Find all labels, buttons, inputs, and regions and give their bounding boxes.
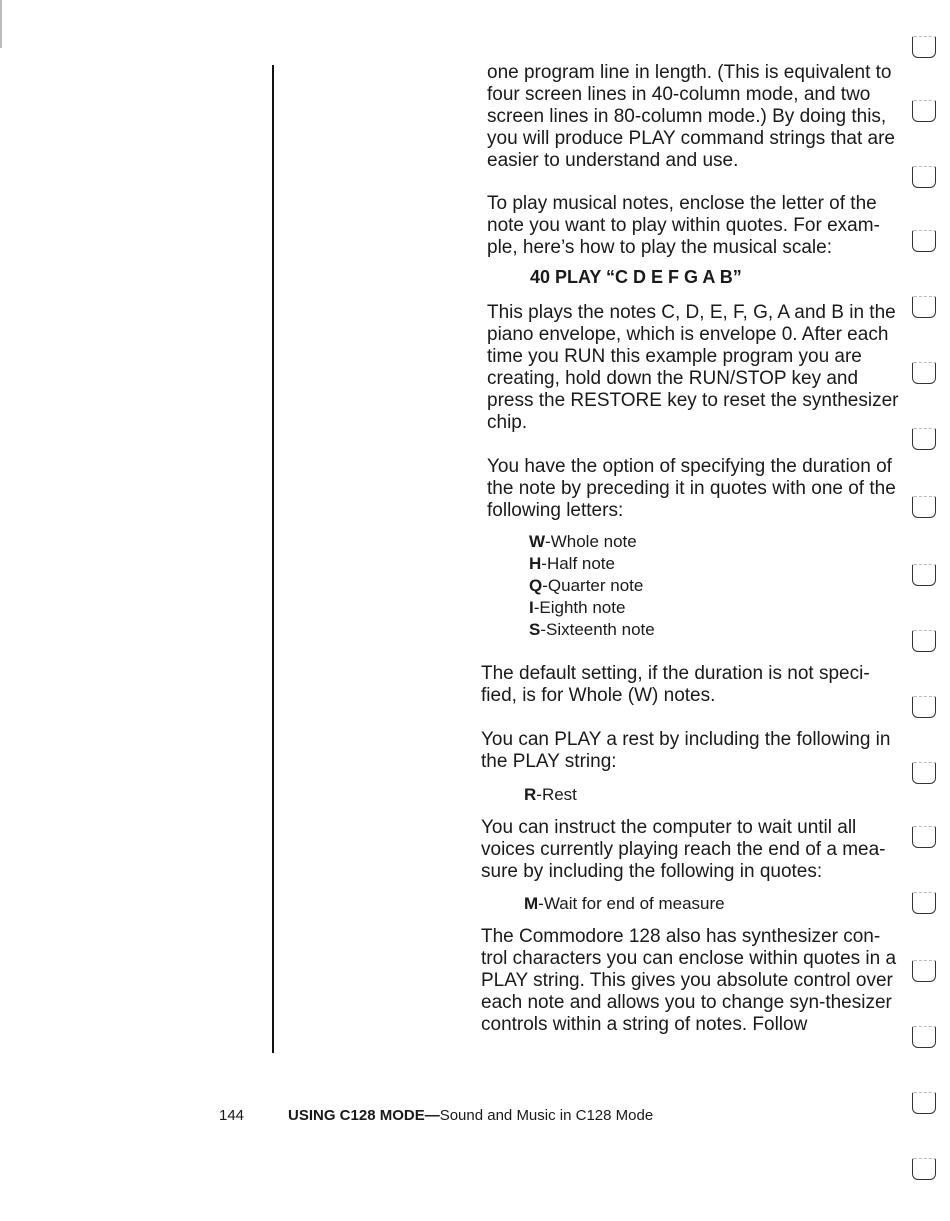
binding-hole — [912, 166, 936, 188]
list-item — [529, 597, 655, 619]
duration-letter: W — [529, 532, 546, 551]
running-footer — [288, 1107, 653, 1124]
duration-text: -Sixteenth note — [540, 620, 655, 639]
page-number: 144 — [219, 1107, 245, 1124]
paragraph-text: You can PLAY a rest by including the following in the PLAY string: — [481, 729, 891, 772]
measure-item — [524, 894, 725, 914]
binding-hole — [912, 892, 936, 914]
paragraph-7 — [481, 817, 901, 883]
duration-letter: H — [529, 554, 542, 573]
list-item — [529, 553, 655, 575]
code-example: 40 PLAY “C D E F G A B” — [530, 267, 742, 287]
paragraph-text: You have the option of specifying the duration of the note by preceding it in quotes with one of the following letters: — [487, 456, 896, 521]
rest-letter: R — [524, 785, 537, 804]
duration-letter: Q — [529, 576, 543, 595]
binding-hole — [912, 826, 936, 848]
paragraph-3 — [487, 302, 907, 434]
paragraph-text: To play musical notes, enclose the letter of the note you want to play within quotes. For exam-ple, here’s how to play the musical scale: — [487, 193, 880, 258]
binding-hole — [912, 230, 936, 252]
footer-section-bold: USING C128 MODE— — [288, 1107, 440, 1124]
list-item — [529, 575, 655, 597]
paragraph-6 — [481, 729, 901, 773]
rest-item — [524, 785, 577, 805]
paragraph-8 — [481, 926, 901, 1036]
footer-section-text: Sound and Music in C128 Mode — [439, 1107, 654, 1124]
binding-hole — [912, 1158, 936, 1180]
paragraph-2 — [487, 193, 907, 259]
binding-hole — [912, 960, 936, 982]
paragraph-text: The default setting, if the duration is not speci-fied, is for Whole (W) notes. — [481, 663, 870, 706]
binding-hole — [912, 762, 936, 784]
paragraph-4 — [487, 456, 907, 522]
binding-hole — [912, 630, 936, 652]
list-item — [529, 619, 655, 641]
paragraph-5 — [481, 663, 901, 707]
paragraph-text: You can instruct the computer to wait until all voices currently playing reach the end of a mea-sure by including the following in quotes: — [481, 817, 886, 882]
paragraph-1 — [487, 62, 907, 172]
duration-text: -Quarter note — [542, 576, 644, 595]
duration-text: -Whole note — [545, 532, 637, 551]
measure-text: -Wait for end of measure — [538, 894, 725, 913]
binding-hole — [912, 100, 936, 122]
paragraph-text: one program line in length. (This is equivalent to four screen lines in 40-column mode, and two screen lines in 80-column mode.) By doing this, you will produce PLAY command strings that are easier to understand and use. — [487, 62, 895, 171]
binding-hole — [912, 496, 936, 518]
binding-hole — [912, 362, 936, 384]
measure-letter: M — [524, 894, 539, 913]
duration-letter: I — [529, 598, 534, 617]
duration-list — [529, 531, 655, 641]
duration-text: -Half note — [541, 554, 615, 573]
binding-hole — [912, 696, 936, 718]
binding-hole — [912, 428, 936, 450]
binding-hole — [912, 1092, 936, 1114]
rest-text: -Rest — [536, 785, 577, 804]
list-item — [529, 531, 655, 553]
duration-text: -Eighth note — [533, 598, 626, 617]
margin-rule — [272, 65, 274, 1053]
binding-hole — [912, 36, 936, 58]
binding-hole — [912, 564, 936, 586]
edge-mark — [0, 0, 2, 48]
binding-hole — [912, 296, 936, 318]
paragraph-text: This plays the notes C, D, E, F, G, A and B in the piano envelope, which is envelope 0. After each time you RUN this example program you are creating, hold down the RUN/STOP key and press the RESTORE key to reset the synthesizer chip. — [487, 302, 899, 433]
paragraph-text: The Commodore 128 also has synthesizer con-trol characters you can enclose within quotes in a PLAY string. This gives you absolute control over each note and allows you to change syn-thesizer controls within a string of notes. Follow — [481, 926, 897, 1035]
duration-letter: S — [529, 620, 541, 639]
binding-hole — [912, 1026, 936, 1048]
